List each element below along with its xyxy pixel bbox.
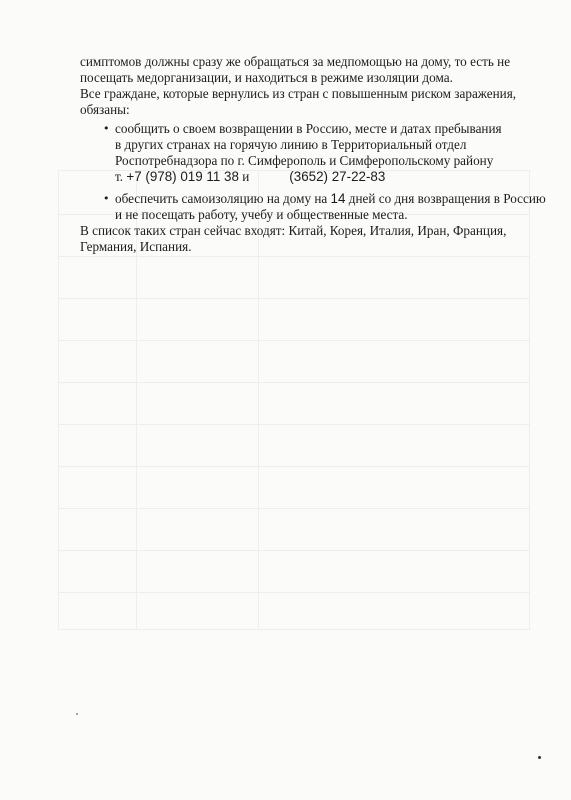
bullet-line: в других странах на горячую линию в Территориальный отдел: [115, 137, 467, 152]
paragraph-countries: В список таких стран сейчас входят: Китай, Корея, Италия, Иран, Франция, Германия, Испания.: [80, 223, 507, 254]
scan-speck: [76, 713, 78, 715]
bullet-text: дней со дня возвращения в Россию и не посещать работу, учебу и общественные места.: [115, 191, 546, 222]
obligations-list: [80, 121, 550, 223]
hotline-phone-mobile: +7 (978) 019 11 38: [126, 169, 239, 184]
bullet-icon: •: [103, 192, 110, 205]
isolation-days: 14: [330, 191, 346, 206]
scan-speck: [538, 756, 541, 759]
list-item: [80, 121, 550, 185]
list-item: [80, 191, 550, 223]
bullet-icon: •: [103, 122, 110, 135]
bullet-text: обеспечить самоизоляцию на дому на: [115, 191, 331, 206]
hotline-phone-landline: (3652) 27-22-83: [289, 169, 386, 184]
paragraph-intro: Все граждане, которые вернулись из стран с повышенным риском заражения, обязаны:: [80, 86, 517, 117]
paragraph-symptoms: симптомов должны сразу же обращаться за медпомощью на дому, то есть не посещать медорганизации, и находиться в режиме изоляции дома.: [80, 54, 511, 85]
bullet-line: Роспотребнадзора по г. Симферополь и Симферопольскому району: [115, 153, 494, 168]
conjunction: и: [238, 169, 250, 184]
document-body: [80, 54, 550, 255]
phone-prefix: т.: [115, 169, 127, 184]
bullet-line: сообщить о своем возвращении в Россию, месте и датах пребывания: [115, 121, 502, 136]
